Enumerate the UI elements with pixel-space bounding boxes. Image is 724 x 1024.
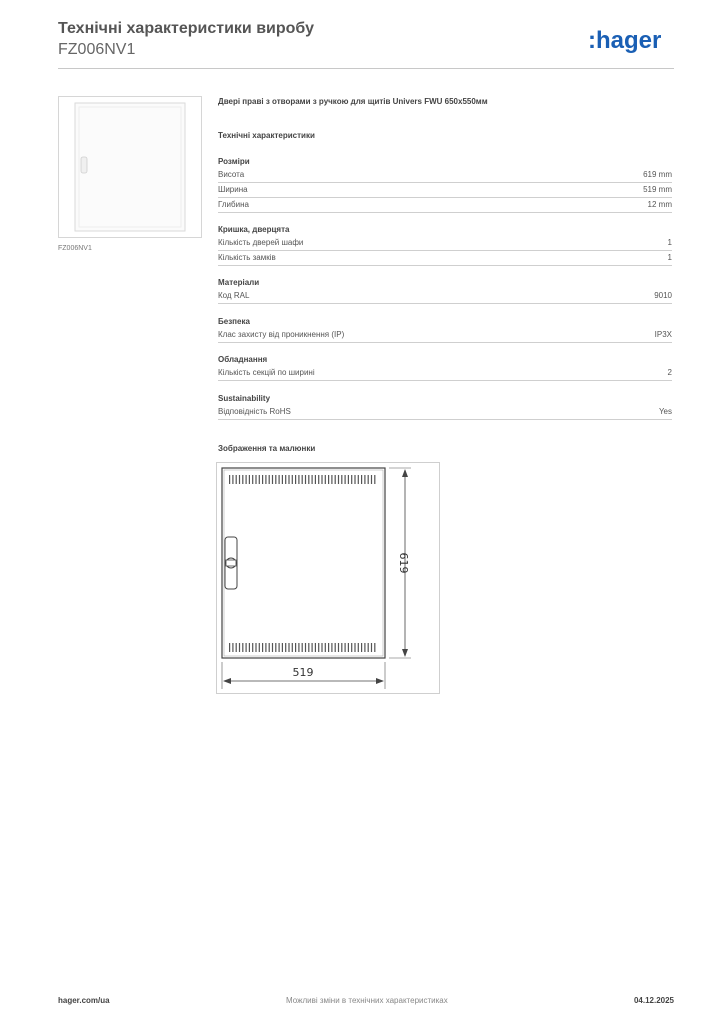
vent-slot [351, 475, 352, 484]
vent-slot [338, 643, 339, 652]
spec-heading: Технічні характеристики [218, 131, 315, 140]
section-materials [218, 277, 672, 304]
vent-slot [229, 643, 230, 652]
vent-slot [302, 475, 303, 484]
vent-slot [361, 475, 362, 484]
vent-slot [239, 475, 240, 484]
vent-slot [295, 475, 296, 484]
vent-slot [279, 475, 280, 484]
technical-drawing [216, 462, 440, 694]
vent-slot [321, 475, 322, 484]
vent-slot [242, 475, 243, 484]
vent-slot [364, 643, 365, 652]
vent-slot [272, 643, 273, 652]
vent-slot [348, 475, 349, 484]
vent-slot [328, 475, 329, 484]
vent-slot [295, 643, 296, 652]
row-value: 2 [667, 368, 672, 377]
row-label: Кількість секцій по ширині [218, 368, 315, 377]
vent-slot [331, 475, 332, 484]
vent-slot [312, 643, 313, 652]
door-thumbnail-icon [59, 97, 201, 237]
section-title: Sustainability [218, 394, 271, 403]
table-row [218, 183, 672, 198]
product-description: Двері праві з отворами з ручкою для щитів Univers FWU 650x550мм [218, 97, 488, 106]
vent-slot [265, 475, 266, 484]
row-label: Відповідність RoHS [218, 407, 291, 416]
row-value: 519 mm [643, 185, 672, 194]
row-label: Клас захисту від проникнення (IP) [218, 330, 345, 339]
width-dimension [222, 662, 385, 689]
logo-text: :hager [588, 27, 662, 54]
vent-slot [285, 475, 286, 484]
row-value: 12 mm [647, 200, 672, 209]
hager-logo [588, 26, 672, 54]
vent-slot [292, 643, 293, 652]
vent-slot [325, 643, 326, 652]
vent-slot [246, 643, 247, 652]
vent-slot [325, 475, 326, 484]
page-header [58, 20, 674, 68]
vent-slot [262, 643, 263, 652]
row-label: Ширина [218, 185, 248, 194]
table-row [218, 251, 672, 266]
vent-slot [252, 475, 253, 484]
table-row [218, 168, 672, 183]
vent-slot [282, 475, 283, 484]
row-label: Кількість замків [218, 253, 276, 262]
vent-slot [358, 475, 359, 484]
vent-slot [335, 643, 336, 652]
page-title: Технічні характеристики виробу [58, 20, 314, 37]
vent-slot [351, 643, 352, 652]
product-code: FZ006NV1 [58, 41, 136, 58]
vent-slot [315, 643, 316, 652]
row-value: 9010 [654, 291, 672, 300]
vent-slot [318, 475, 319, 484]
vent-slot [331, 643, 332, 652]
product-thumbnail [58, 96, 202, 238]
vent-slot [249, 475, 250, 484]
row-label: Код RAL [218, 291, 250, 300]
section-title: Матеріали [218, 278, 260, 287]
vent-slot [255, 643, 256, 652]
section-safety [218, 316, 672, 343]
vent-slot [341, 643, 342, 652]
vent-slot [308, 475, 309, 484]
vent-slot [259, 475, 260, 484]
vent-slot [345, 475, 346, 484]
thumbnail-caption: FZ006NV1 [58, 245, 92, 252]
footer-date: 04.12.2025 [633, 996, 674, 1005]
vent-slot [282, 643, 283, 652]
drawing-heading: Зображення та малюнки [218, 444, 316, 453]
vent-slot [232, 475, 233, 484]
vent-slot [279, 643, 280, 652]
table-row [218, 236, 672, 251]
table-row [218, 289, 672, 304]
vent-slot [318, 643, 319, 652]
vent-slot [239, 643, 240, 652]
vent-slot [275, 643, 276, 652]
row-label: Висота [218, 170, 245, 179]
vent-slot [269, 475, 270, 484]
door-outline [222, 468, 385, 658]
row-value: 1 [667, 253, 672, 262]
footer-note: Можливі зміни в технічних характеристиках [286, 996, 448, 1005]
vent-slot [262, 475, 263, 484]
vent-slot [368, 475, 369, 484]
vent-slot [298, 643, 299, 652]
table-row [218, 405, 672, 420]
vent-slot [364, 475, 365, 484]
vent-slot [328, 643, 329, 652]
vent-slot [292, 475, 293, 484]
page-footer [58, 996, 674, 1010]
vent-slot [315, 475, 316, 484]
vent-slot [371, 643, 372, 652]
section-sustainability [218, 393, 672, 420]
vent-slot [288, 643, 289, 652]
section-title: Розміри [218, 157, 250, 166]
row-value: Yes [658, 407, 672, 416]
header-divider [58, 68, 674, 69]
door-drawing [217, 463, 439, 693]
row-label: Кількість дверей шафи [218, 238, 304, 247]
vent-slot [341, 475, 342, 484]
vent-slot [265, 643, 266, 652]
vent-slot [242, 643, 243, 652]
footer-site-link[interactable]: hager.com/ua [58, 996, 110, 1005]
vent-slot [312, 475, 313, 484]
vent-slot [259, 643, 260, 652]
vent-slot [354, 643, 355, 652]
table-row [218, 198, 672, 213]
vent-slot [272, 475, 273, 484]
row-value: IP3X [654, 330, 672, 339]
vent-slot [269, 643, 270, 652]
vent-slot [298, 475, 299, 484]
vent-slot [348, 643, 349, 652]
section-equipment [218, 354, 672, 381]
row-value: 619 mm [643, 170, 672, 179]
row-label: Глибина [218, 200, 249, 209]
vent-slot [236, 643, 237, 652]
section-dimensions [218, 156, 672, 213]
vent-slot [229, 475, 230, 484]
vent-slot [285, 643, 286, 652]
vent-slot [354, 475, 355, 484]
vent-slot [374, 475, 375, 484]
section-title: Кришка, дверцята [218, 225, 290, 234]
height-label: 619 [397, 552, 410, 574]
table-row [218, 366, 672, 381]
vent-slot [338, 475, 339, 484]
section-title: Обладнання [218, 355, 268, 364]
vent-slot [236, 475, 237, 484]
door-handle [225, 537, 237, 589]
vent-slot [368, 643, 369, 652]
vent-slot [374, 643, 375, 652]
vent-slot [358, 643, 359, 652]
section-title: Безпека [218, 317, 250, 326]
vent-slot [335, 475, 336, 484]
vent-slot [246, 475, 247, 484]
table-row [218, 328, 672, 343]
vent-slot [345, 643, 346, 652]
vent-slot [308, 643, 309, 652]
vent-slot [255, 475, 256, 484]
vent-slot [252, 643, 253, 652]
height-dimension [389, 468, 411, 658]
width-label: 519 [292, 666, 314, 679]
vent-slot [321, 643, 322, 652]
section-cover [218, 224, 672, 266]
vent-slot [305, 475, 306, 484]
vent-slot [249, 643, 250, 652]
vent-slot [288, 475, 289, 484]
vent-slot [371, 475, 372, 484]
row-value: 1 [667, 238, 672, 247]
vent-slot [302, 643, 303, 652]
vent-slot [305, 643, 306, 652]
vent-slot [232, 643, 233, 652]
vent-slot [275, 475, 276, 484]
vent-slot [361, 643, 362, 652]
